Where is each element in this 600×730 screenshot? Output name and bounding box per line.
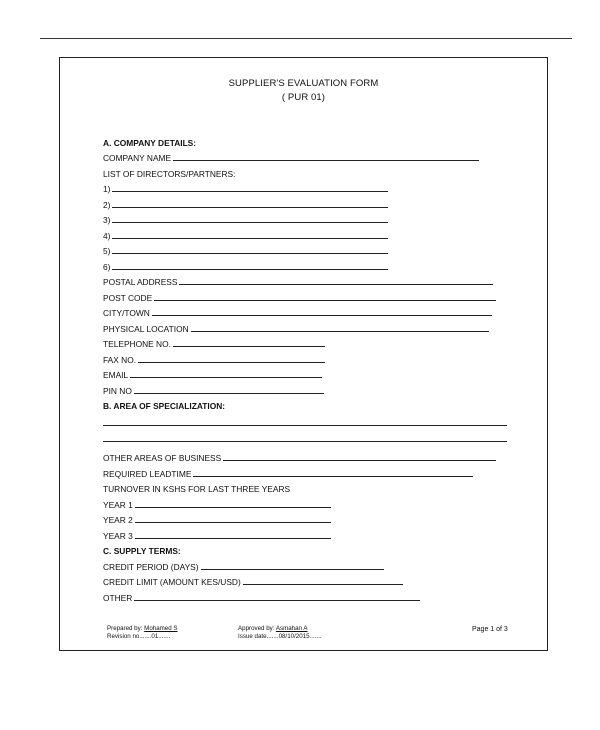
issue-date-value: 08/10/2015 — [278, 633, 310, 640]
credit-period-row[interactable]: CREDIT PERIOD (DAYS) — [103, 560, 384, 572]
year-3-field[interactable] — [135, 538, 331, 539]
section-b-heading: B. AREA OF SPECIALIZATION: — [103, 401, 226, 411]
city-town-field[interactable] — [152, 315, 492, 316]
director-row-6[interactable]: 6) — [103, 260, 388, 272]
year-2-row[interactable]: YEAR 2 — [103, 513, 331, 525]
form-code: ( PUR 01) — [281, 92, 326, 103]
specialization-line-2[interactable] — [103, 441, 507, 442]
specialization-line-1[interactable] — [103, 425, 507, 426]
fax-row[interactable]: FAX NO. — [103, 353, 325, 365]
year-1-field[interactable] — [135, 507, 331, 508]
director-row-4[interactable]: 4) — [103, 229, 388, 241]
credit-limit-row[interactable]: CREDIT LIMIT (AMOUNT KES/USD) — [103, 575, 403, 587]
company-name-field[interactable] — [173, 160, 479, 161]
physical-location-field[interactable] — [191, 331, 489, 332]
director-field-1[interactable] — [112, 191, 388, 192]
telephone-field[interactable] — [173, 346, 325, 347]
issue-date: Issue date.......08/10/2015....... — [238, 633, 322, 640]
year-3-row[interactable]: YEAR 3 — [103, 529, 331, 541]
director-field-5[interactable] — [112, 253, 388, 254]
approved-by-name: Asmahan A — [275, 625, 308, 632]
other-row[interactable]: OTHER — [103, 591, 420, 603]
telephone-row[interactable]: TELEPHONE NO. — [103, 337, 325, 349]
leadtime-field[interactable] — [193, 476, 473, 477]
director-row-2[interactable]: 2) — [103, 198, 388, 210]
director-field-3[interactable] — [112, 222, 388, 223]
director-row-5[interactable]: 5) — [103, 244, 388, 256]
section-c-heading: C. SUPPLY TERMS: — [103, 546, 181, 556]
director-field-4[interactable] — [112, 238, 388, 239]
section-a-heading: A. COMPANY DETAILS: — [103, 138, 197, 148]
director-field-2[interactable] — [112, 207, 388, 208]
year-1-row[interactable]: YEAR 1 — [103, 498, 331, 510]
company-name-row[interactable] — [103, 151, 479, 163]
post-code-row[interactable]: POST CODE — [103, 291, 496, 303]
postal-address-field[interactable] — [179, 284, 493, 285]
prepared-by: Prepared by: Mohamed S — [107, 625, 178, 632]
other-areas-row[interactable]: OTHER AREAS OF BUSINESS — [103, 451, 496, 463]
director-field-6[interactable] — [112, 269, 388, 270]
post-code-field[interactable] — [154, 300, 496, 301]
company-name-label: COMPANY NAME — [103, 153, 172, 163]
prepared-by-name: Mohamed S — [144, 625, 178, 632]
physical-location-row[interactable]: PHYSICAL LOCATION — [103, 322, 489, 334]
other-field[interactable] — [134, 600, 420, 601]
form-page — [59, 57, 548, 651]
approved-by: Approved by: Asmahan A — [238, 625, 308, 632]
postal-address-row[interactable]: POSTAL ADDRESS — [103, 275, 493, 287]
director-row-3[interactable]: 3) — [103, 213, 388, 225]
revision-value: 01 — [151, 633, 159, 640]
leadtime-row[interactable]: REQUIRED LEADTIME — [103, 467, 473, 479]
director-row-1[interactable]: 1) — [103, 182, 388, 194]
page-number: Page 1 of 3 — [472, 626, 508, 633]
form-title: SUPPLIER'S EVALUATION FORM — [228, 78, 379, 89]
credit-limit-field[interactable] — [243, 584, 403, 585]
email-row[interactable]: EMAIL — [103, 368, 322, 380]
credit-period-field[interactable] — [201, 569, 384, 570]
year-2-field[interactable] — [135, 522, 331, 523]
revision-no: Revision no.......01....... — [107, 633, 171, 640]
top-rule — [40, 38, 572, 39]
email-field[interactable] — [130, 377, 322, 378]
city-town-row[interactable]: CITY/TOWN — [103, 306, 492, 318]
pin-field[interactable] — [134, 393, 324, 394]
turnover-label-row: TURNOVER IN KSHS FOR LAST THREE YEARS — [103, 484, 291, 494]
pin-row[interactable]: PIN NO — [103, 384, 324, 396]
directors-label-row: LIST OF DIRECTORS/PARTNERS: — [103, 169, 236, 179]
other-areas-field[interactable] — [223, 460, 496, 461]
fax-field[interactable] — [138, 362, 325, 363]
